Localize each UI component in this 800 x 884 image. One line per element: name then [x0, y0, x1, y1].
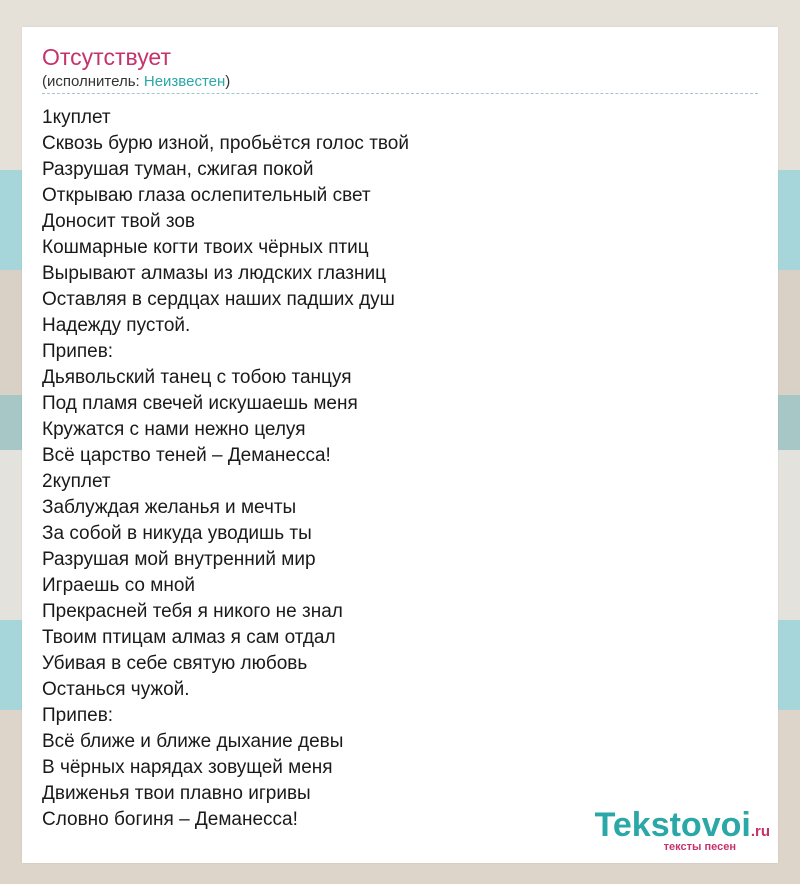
lyric-line: Под пламя свечей искушаешь меня	[42, 393, 358, 414]
lyric-line: Останься чужой.	[42, 679, 190, 700]
lyric-line: Вырывают алмазы из людских глазниц	[42, 263, 386, 284]
lyric-line: Припев:	[42, 705, 114, 726]
logo-name: Tekstovoi	[594, 806, 751, 844]
lyrics-text	[42, 105, 758, 833]
lyric-line: За собой в никуда уводишь ты	[42, 523, 312, 544]
lyric-line: В чёрных нарядах зовущей меня	[42, 757, 333, 778]
lyric-line: Движенья твои плавно игривы	[42, 783, 311, 804]
artist-line	[42, 73, 230, 90]
lyric-line: Кошмарные когти твоих чёрных птиц	[42, 237, 369, 258]
artist-suffix: )	[225, 73, 231, 90]
lyric-line: 1куплет	[42, 107, 111, 128]
lyric-line: Кружатся с нами нежно целуя	[42, 419, 306, 440]
lyric-line: Разрушая мой внутренний мир	[42, 549, 316, 570]
lyric-line: Заблуждая желанья и мечты	[42, 497, 297, 518]
lyric-line: Оставляя в сердцах наших падших душ	[42, 289, 395, 310]
lyric-line: Припев:	[42, 341, 114, 362]
lyric-line: Разрушая туман, сжигая покой	[42, 159, 314, 180]
artist-link[interactable]: Неизвестен	[143, 73, 226, 90]
song-title: Отсутствует	[42, 44, 171, 70]
site-logo[interactable]	[550, 807, 770, 855]
lyric-line: Играешь со мной	[42, 575, 196, 596]
lyric-line: Открываю глаза ослепительный свет	[42, 185, 371, 206]
lyrics-card	[22, 27, 778, 863]
lyric-line: Словно богиня – Деманесса!	[42, 809, 298, 830]
artist-prefix: (исполнитель:	[42, 73, 144, 90]
lyric-line: Всё ближе и ближе дыхание девы	[42, 731, 344, 752]
lyric-line: Всё царство теней – Деманесса!	[42, 445, 331, 466]
lyric-line: Доносит твой зов	[42, 211, 196, 232]
logo-tagline: тексты песен	[663, 841, 736, 853]
lyric-line: Твоим птицам алмаз я сам отдал	[42, 627, 336, 648]
lyric-line: 2куплет	[42, 471, 111, 492]
dashed-divider	[42, 93, 758, 94]
lyric-line: Надежду пустой.	[42, 315, 191, 336]
lyric-line: Прекрасней тебя я никого не знал	[42, 601, 343, 622]
lyric-line: Сквозь бурю изной, пробьётся голос твой	[42, 133, 409, 154]
lyric-line: Дьявольский танец с тобою танцуя	[42, 367, 352, 388]
lyric-line: Убивая в себе святую любовь	[42, 653, 308, 674]
logo-tld: .ru	[750, 823, 770, 840]
